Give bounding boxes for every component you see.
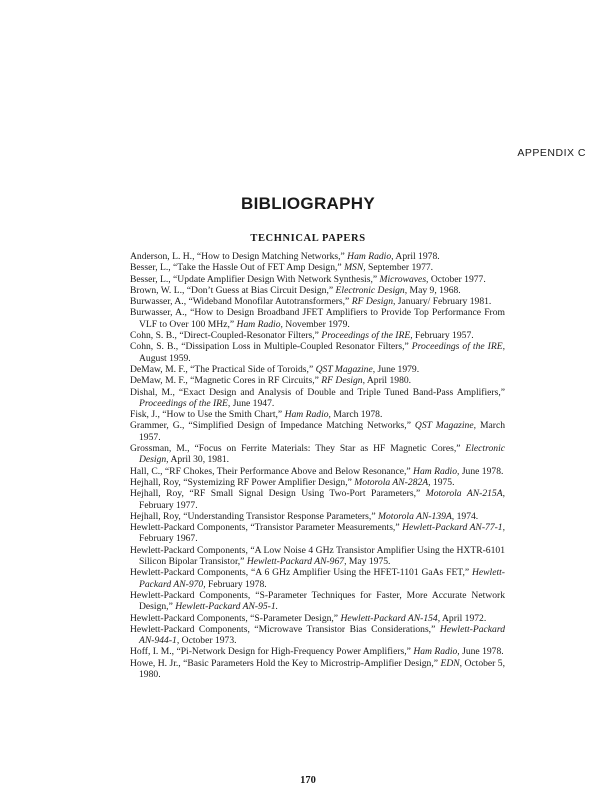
reference-entry xyxy=(130,387,505,410)
reference-text: October 1977. xyxy=(428,273,486,285)
reference-entry xyxy=(130,262,505,273)
reference-text: Fisk, J., “How to Use the Smith Chart,” xyxy=(130,409,285,421)
reference-entry xyxy=(130,466,505,477)
reference-entry xyxy=(130,274,505,285)
reference-text: February 1978. xyxy=(205,578,267,590)
reference-source: Motorola AN-139A, xyxy=(377,510,455,522)
reference-text: 1974. xyxy=(454,510,479,522)
page-number: 170 xyxy=(300,775,316,786)
reference-source: QST Magazine, xyxy=(414,420,476,432)
reference-text: February 1967. xyxy=(139,533,198,545)
reference-text: Grammer, G., “Simplified Design of Impedance Matching Networks,” xyxy=(130,420,415,432)
reference-text: Grossman, M., “Focus on Ferrite Materials: They Star as HF Magnetic Cores,” xyxy=(130,443,466,455)
reference-text: March 1978. xyxy=(330,409,383,421)
reference-text: Besser, L., “Update Amplifier Design With Network Synthesis,” xyxy=(130,273,380,285)
reference-entry xyxy=(130,409,505,420)
reference-source: Ham Radio, xyxy=(236,318,283,330)
reference-text: Dishal, M., “Exact Design and Analysis of Double and Triple Tuned Band-Pass Amplifiers,” xyxy=(130,386,505,398)
reference-source: Motorola AN-282A, xyxy=(354,476,431,488)
reference-text: Anderson, L. H., “How to Design Matching Networks,” xyxy=(130,251,348,262)
reference-text: Hejhall, Roy, “RF Small Signal Design Using Two-Port Parameters,” xyxy=(130,488,426,500)
reference-text: June 1947. xyxy=(230,397,275,409)
reference-entry xyxy=(130,341,505,364)
reference-text: May 1975. xyxy=(346,556,391,568)
reference-text: May 9, 1968. xyxy=(407,284,461,296)
reference-text: February 1977. xyxy=(139,499,198,511)
reference-entry xyxy=(130,251,505,262)
reference-text: Cohn, S. B., “Dissipation Loss in Multiple-Coupled Resonator Filters,” xyxy=(130,341,412,353)
reference-text: June 1979. xyxy=(375,363,420,375)
reference-text: October 5, 1980. xyxy=(139,657,505,680)
reference-text: January/ February 1981. xyxy=(395,296,492,308)
reference-entry xyxy=(130,296,505,307)
reference-text: Burwasser, A., “Wideband Monofilar Autotransformers,” xyxy=(130,296,352,308)
reference-source: Microwaves, xyxy=(379,273,429,285)
reference-text: Brown, W. L., “Don’t Guess at Bias Circuit Design,” xyxy=(130,284,336,296)
reference-entry xyxy=(130,443,505,466)
reference-source: MSN, xyxy=(344,262,366,274)
reference-entry xyxy=(130,590,505,613)
appendix-label: APPENDIX C xyxy=(517,147,586,159)
reference-list xyxy=(130,251,505,680)
reference-text: Hewlett-Packard Components, “Transistor Parameter Measurements,” xyxy=(130,522,403,534)
reference-text: Hejhall, Roy, “Understanding Transistor Response Parameters,” xyxy=(130,510,378,522)
reference-entry xyxy=(130,567,505,590)
reference-source: Ham Radio, xyxy=(284,409,331,421)
reference-entry xyxy=(130,658,505,681)
reference-source: Ham Radio, xyxy=(413,465,460,477)
reference-source: Ham Radio, xyxy=(413,646,460,658)
reference-text: June 1978. xyxy=(459,646,504,658)
reference-source: Proceedings of the IRE, xyxy=(411,341,505,353)
reference-source: Electronic Design, xyxy=(139,443,505,466)
reference-source: RF Design, xyxy=(351,296,396,308)
reference-entry xyxy=(130,364,505,375)
reference-entry xyxy=(130,522,505,545)
reference-source: Proceedings of the IRE, xyxy=(321,330,413,342)
reference-text: April 1972. xyxy=(440,612,487,624)
reference-entry xyxy=(130,330,505,341)
reference-entry xyxy=(130,613,505,624)
reference-source: Hewlett-Packard AN-970, xyxy=(139,567,505,590)
reference-text: Hewlett-Packard Components, “S-Parameter Design,” xyxy=(130,612,341,624)
reference-text: Besser, L., “Take the Hassle Out of FET Amp Design,” xyxy=(130,262,345,274)
reference-source: RF Design, xyxy=(321,375,365,387)
reference-entry xyxy=(130,307,505,330)
reference-text: Howe, H. Jr., “Basic Parameters Hold the Key to Microstrip-Amplifier Design,” xyxy=(130,657,441,669)
reference-text: Hewlett-Packard Components, “S-Parameter Techniques for Faster, More Accurate Network Design,” xyxy=(130,589,505,613)
reference-source: Hewlett-Packard AN-154, xyxy=(340,612,441,624)
reference-entry xyxy=(130,545,505,568)
reference-entry xyxy=(130,511,505,522)
reference-source: Electronic Design, xyxy=(335,284,408,296)
reference-text: October 1973. xyxy=(179,635,237,647)
reference-source: Hewlett-Packard AN-944-1, xyxy=(139,623,505,647)
reference-text: DeMaw, M. F., “The Practical Side of Toroids,” xyxy=(130,363,316,375)
reference-entry xyxy=(130,646,505,657)
reference-text: Cohn, S. B., “Direct-Coupled-Resonator Filters,” xyxy=(130,330,322,342)
reference-text: 1975. xyxy=(430,476,455,488)
reference-text: Hejhall, Roy, “Systemizing RF Power Amplifier Design,” xyxy=(130,476,355,488)
reference-text: March 1957. xyxy=(139,420,505,443)
reference-source: Hewlett-Packard AN-77-1, xyxy=(402,522,506,534)
reference-text: Burwasser, A., “How to Design Broadband JFET Amplifiers to Provide Top Performance From VLF to Over 100 MHz,” xyxy=(130,307,505,330)
reference-text: August 1959. xyxy=(139,352,191,364)
reference-entry xyxy=(130,488,505,511)
reference-source: Motorola AN-215A, xyxy=(425,488,505,500)
reference-text: Hewlett-Packard Components, “Microwave Transistor Bias Considerations,” xyxy=(130,623,440,635)
reference-source: Hewlett-Packard AN-967, xyxy=(246,556,347,568)
reference-text: April 1978. xyxy=(393,251,440,262)
reference-entry xyxy=(130,477,505,488)
reference-text: Hoff, I. M., “Pi-Network Design for High-Frequency Power Amplifiers,” xyxy=(130,646,414,658)
reference-text: Hewlett-Packard Components, “A 6 GHz Amplifier Using the HFET-1101 GaAs FET,” xyxy=(130,567,472,579)
reference-text: Hewlett-Packard Components, “A Low Noise 4 GHz Transistor Amplifier Using the HXTR-6101 Silicon Bipolar Transistor,” xyxy=(130,544,505,568)
reference-text: June 1978. xyxy=(459,465,504,477)
reference-text: Hall, C., “RF Chokes, Their Performance Above and Below Resonance,” xyxy=(130,465,414,477)
reference-text: November 1979. xyxy=(282,318,350,330)
reference-source: Hewlett-Packard AN-95-1. xyxy=(175,601,279,613)
reference-source: EDN, xyxy=(440,657,463,669)
reference-text: DeMaw, M. F., “Magnetic Cores in RF Circuits,” xyxy=(130,375,322,387)
reference-entry xyxy=(130,624,505,647)
reference-text: April 30, 1981. xyxy=(168,454,230,466)
reference-text: September 1977. xyxy=(365,262,434,274)
reference-entry xyxy=(130,285,505,296)
reference-text: February 1957. xyxy=(412,330,474,342)
reference-source: QST Magazine, xyxy=(315,363,376,375)
reference-entry xyxy=(130,375,505,386)
reference-entry xyxy=(130,420,505,443)
reference-text: April 1980. xyxy=(364,375,412,387)
page-title: BIBLIOGRAPHY xyxy=(241,194,375,213)
reference-source: Ham Radio, xyxy=(347,251,394,262)
reference-source: Proceedings of the IRE, xyxy=(139,397,231,409)
section-subtitle: TECHNICAL PAPERS xyxy=(250,233,366,244)
